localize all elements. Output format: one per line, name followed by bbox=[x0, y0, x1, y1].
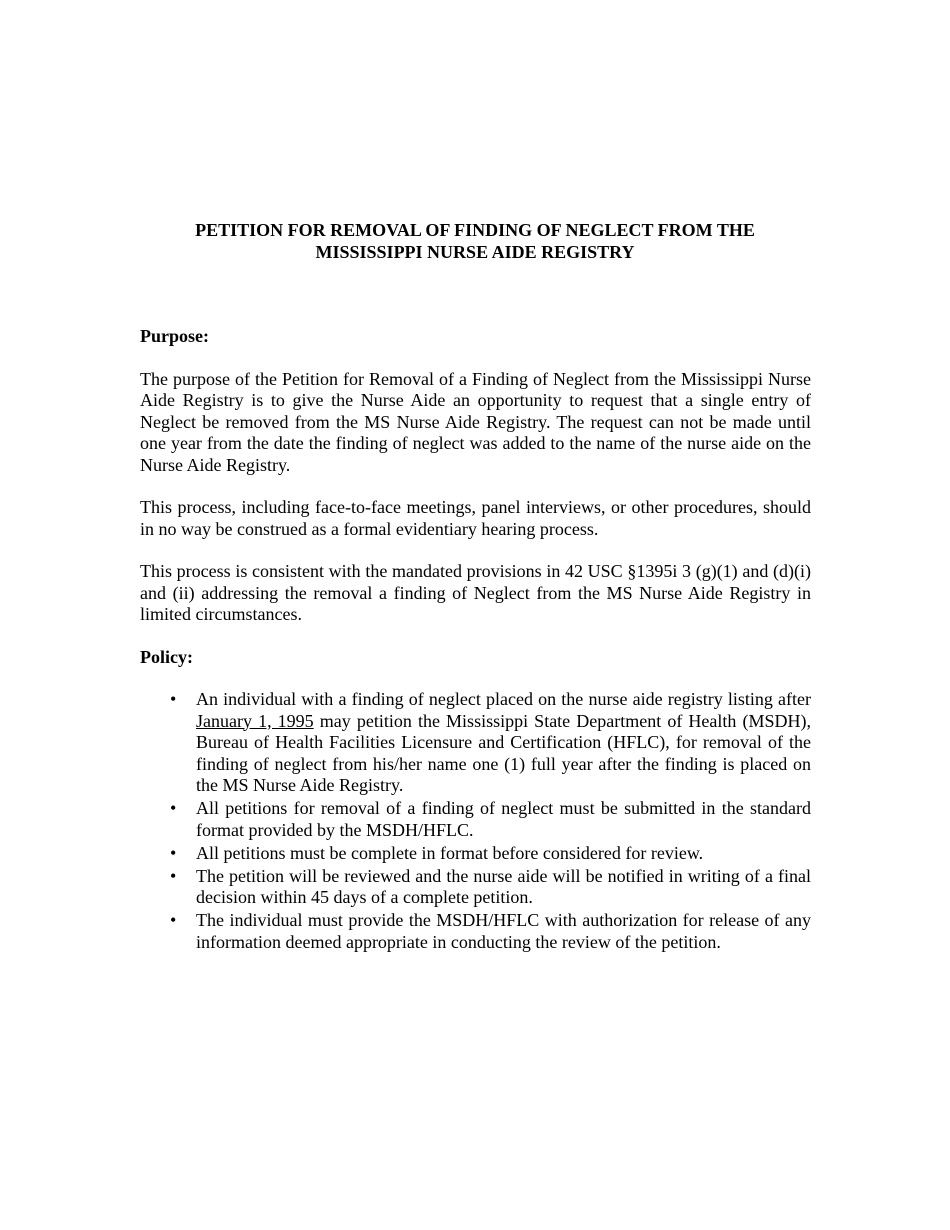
bullet-icon: • bbox=[170, 910, 177, 930]
policy-item-1 bbox=[140, 689, 811, 797]
policy-item-5 bbox=[140, 910, 811, 953]
bullet-icon: • bbox=[170, 689, 177, 709]
policy-item-3-text: All petitions must be complete in format before considered for review. bbox=[196, 842, 704, 863]
bullet-icon: • bbox=[170, 865, 177, 886]
policy-item-2-text: All petitions for removal of a finding of neglect must be submitted in the standard format provided by the MSDH/HFLC. bbox=[196, 798, 811, 840]
policy-heading: Policy: bbox=[140, 646, 193, 667]
purpose-paragraph-1: The purpose of the Petition for Removal of a Finding of Neglect from the Mississippi Nurse Aide Registry is to give the Nurse Aide an opportunity to request that a single entry of Neglect be removed from the MS Nurse Aide Registry. The request can not be made until one year from the date the finding of neglect was added to the name of the nurse aide on the Nurse Aide Registry. bbox=[140, 368, 811, 475]
title-line-1: PETITION FOR REMOVAL OF FINDING OF NEGLECT FROM THE bbox=[195, 220, 755, 240]
policy-item-2 bbox=[140, 798, 811, 841]
policy-item-5-text: The individual must provide the MSDH/HFLC with authorization for release of any information deemed appropriate in conducting the review of the petition. bbox=[196, 910, 811, 952]
document-title bbox=[0, 219, 950, 263]
title-line-2: MISSISSIPPI NURSE AIDE REGISTRY bbox=[315, 242, 635, 262]
policy-item-3 bbox=[140, 843, 811, 865]
policy-item-1-text-before: An individual with a finding of neglect placed on the nurse aide registry listing after bbox=[196, 689, 811, 709]
document-body bbox=[140, 326, 811, 955]
purpose-heading: Purpose: bbox=[140, 326, 209, 346]
policy-item-1-text-after: may petition the Mississippi State Department of Health (MSDH), Bureau of Health Facilities Licensure and Certification (HFLC), for removal of the finding of neglect from his/her name one (1) full year after the finding is placed on the MS Nurse Aide Registry. bbox=[196, 710, 812, 795]
policy-item-1-date: January 1, 1995 bbox=[196, 710, 314, 731]
policy-list bbox=[140, 689, 811, 953]
purpose-paragraph-2: This process, including face-to-face meetings, panel interviews, or other procedures, should in no way be construed as a formal evidentiary hearing process. bbox=[140, 497, 811, 539]
bullet-icon: • bbox=[170, 798, 177, 818]
policy-item-4-text: The petition will be reviewed and the nurse aide will be notified in writing of a final decision within 45 days of a complete petition. bbox=[196, 865, 811, 907]
bullet-icon: • bbox=[170, 842, 177, 863]
purpose-paragraph-3: This process is consistent with the mandated provisions in 42 USC §1395i 3 (g)(1) and (d)(i) and (ii) addressing the removal a finding of Neglect from the MS Nurse Aide Registry in limited circumstances. bbox=[140, 561, 811, 624]
policy-item-4 bbox=[140, 866, 811, 909]
